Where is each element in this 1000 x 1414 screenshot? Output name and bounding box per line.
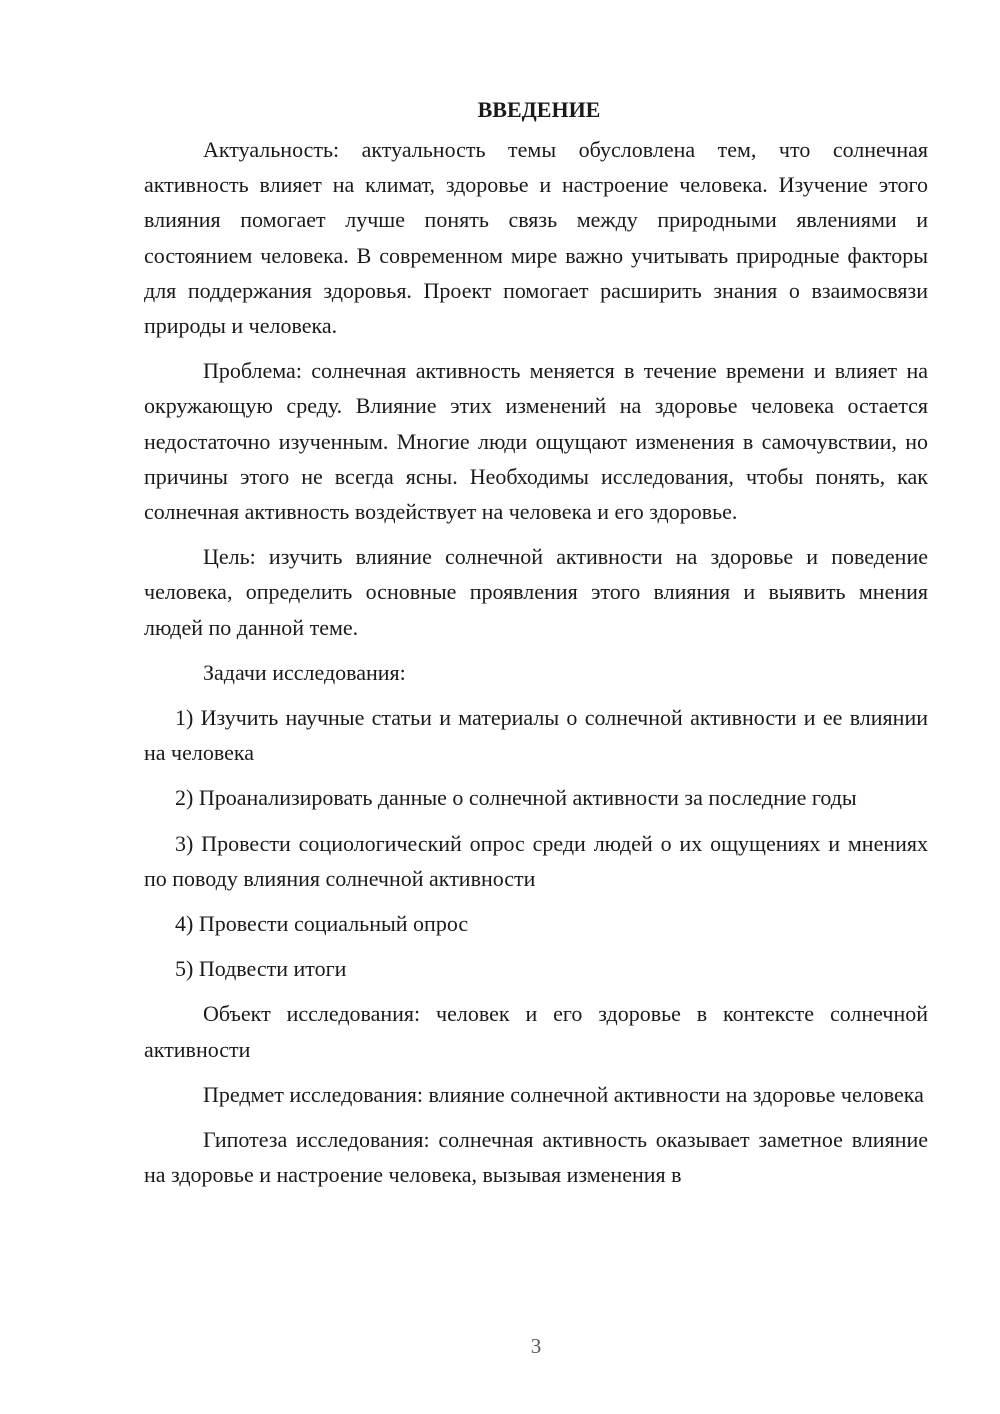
page-number: 3 xyxy=(530,1334,542,1358)
paragraph-relevance: Актуальность: актуальность темы обусловлена тем, что солнечная активность влияет на климат, здоровье и настроение человека. Изучение этого влияния помогает лучше понять связь между природными явлениями и состоянием человека. В современном мире важно учитывать природные факторы для поддержания здоровья. Проект помогает расширить знания о взаимосвязи природы и человека. xyxy=(144,137,928,339)
section-title: ВВЕДЕНИЕ xyxy=(477,97,601,122)
paragraph-goal: Цель: изучить влияние солнечной активности на здоровье и поведение человека, определить основные проявления этого влияния и выявить мнения людей по данной теме. xyxy=(144,544,928,640)
task-item-2: 2) Проанализировать данные о солнечной активности за последние годы xyxy=(175,785,857,811)
paragraph-subject: Предмет исследования: влияние солнечной активности на здоровье человека xyxy=(203,1081,924,1107)
paragraph-object: Объект исследования: человек и его здоровье в контексте солнечной активности xyxy=(144,1001,928,1062)
paragraph-hypothesis: Гипотеза исследования: солнечная активность оказывает заметное влияние на здоровье и настроение человека, вызывая изменения в xyxy=(144,1127,928,1188)
task-item-4: 4) Провести социальный опрос xyxy=(175,911,469,937)
paragraph-problem: Проблема: солнечная активность меняется в течение времени и влияет на окружающую среду. Влияние этих изменений на здоровье человека остается недостаточно изученным. Многие люди ощущают изменения в самочувствии, но причины этого не всегда ясны. Необходимы исследования, чтобы понять, как солнечная активность воздействует на человека и его здоровье. xyxy=(144,358,928,525)
task-item-1: 1) Изучить научные статьи и материалы о солнечной активности и ее влиянии на человека xyxy=(144,705,928,766)
task-item-3: 3) Провести социологический опрос среди людей о их ощущениях и мнениях по поводу влияния солнечной активности xyxy=(144,830,928,891)
paragraph-tasks-heading: Задачи исследования: xyxy=(203,659,406,685)
task-item-5: 5) Подвести итоги xyxy=(175,956,347,982)
document-page xyxy=(144,92,928,1202)
